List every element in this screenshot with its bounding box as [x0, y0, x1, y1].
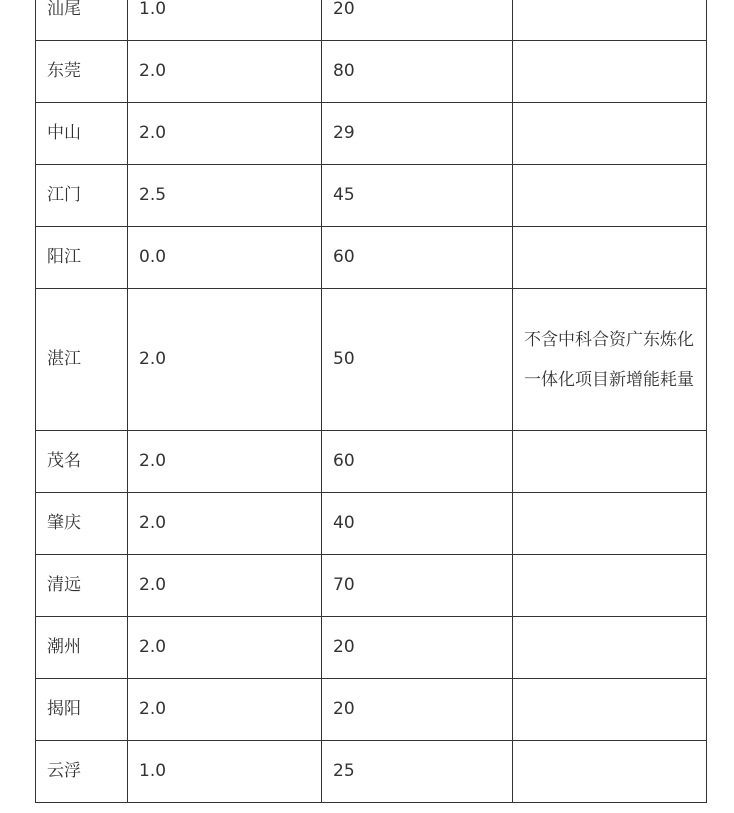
table-row	[36, 555, 707, 617]
value2-cell: 80	[322, 41, 513, 103]
city-cell: 东莞	[36, 41, 128, 103]
value1-cell: 1.0	[128, 0, 322, 41]
data-table	[35, 0, 707, 803]
table-row	[36, 741, 707, 803]
note-cell	[513, 165, 707, 227]
value2-cell: 45	[322, 165, 513, 227]
value1-cell: 2.0	[128, 679, 322, 741]
note-cell	[513, 617, 707, 679]
city-cell: 云浮	[36, 741, 128, 803]
note-cell	[513, 493, 707, 555]
value1-cell: 0.0	[128, 227, 322, 289]
value1-cell: 2.0	[128, 103, 322, 165]
city-cell: 茂名	[36, 431, 128, 493]
table-row	[36, 0, 707, 41]
value1-cell: 2.0	[128, 555, 322, 617]
city-cell: 揭阳	[36, 679, 128, 741]
value1-cell: 2.0	[128, 41, 322, 103]
note-cell	[513, 679, 707, 741]
city-cell: 江门	[36, 165, 128, 227]
table-row	[36, 679, 707, 741]
note-cell	[513, 555, 707, 617]
value2-cell: 40	[322, 493, 513, 555]
city-cell: 潮州	[36, 617, 128, 679]
city-cell: 肇庆	[36, 493, 128, 555]
note-cell: 不含中科合资广东炼化一体化项目新增能耗量	[513, 289, 707, 431]
value2-cell: 20	[322, 679, 513, 741]
city-cell: 汕尾	[36, 0, 128, 41]
value1-cell: 2.5	[128, 165, 322, 227]
value2-cell: 70	[322, 555, 513, 617]
city-cell: 阳江	[36, 227, 128, 289]
city-cell: 湛江	[36, 289, 128, 431]
table-row	[36, 103, 707, 165]
note-cell	[513, 0, 707, 41]
value2-cell: 60	[322, 227, 513, 289]
value2-cell: 20	[322, 0, 513, 41]
table-row	[36, 227, 707, 289]
table-row	[36, 165, 707, 227]
note-cell	[513, 741, 707, 803]
note-cell	[513, 103, 707, 165]
note-cell	[513, 41, 707, 103]
table-row	[36, 493, 707, 555]
value1-cell: 1.0	[128, 741, 322, 803]
table-row	[36, 617, 707, 679]
value2-cell: 29	[322, 103, 513, 165]
note-cell	[513, 227, 707, 289]
value2-cell: 25	[322, 741, 513, 803]
value1-cell: 2.0	[128, 617, 322, 679]
table-row	[36, 431, 707, 493]
city-cell: 中山	[36, 103, 128, 165]
value2-cell: 20	[322, 617, 513, 679]
value1-cell: 2.0	[128, 289, 322, 431]
table-row	[36, 289, 707, 431]
value2-cell: 60	[322, 431, 513, 493]
table-row	[36, 41, 707, 103]
note-cell	[513, 431, 707, 493]
city-cell: 清远	[36, 555, 128, 617]
value1-cell: 2.0	[128, 431, 322, 493]
value2-cell: 50	[322, 289, 513, 431]
value1-cell: 2.0	[128, 493, 322, 555]
